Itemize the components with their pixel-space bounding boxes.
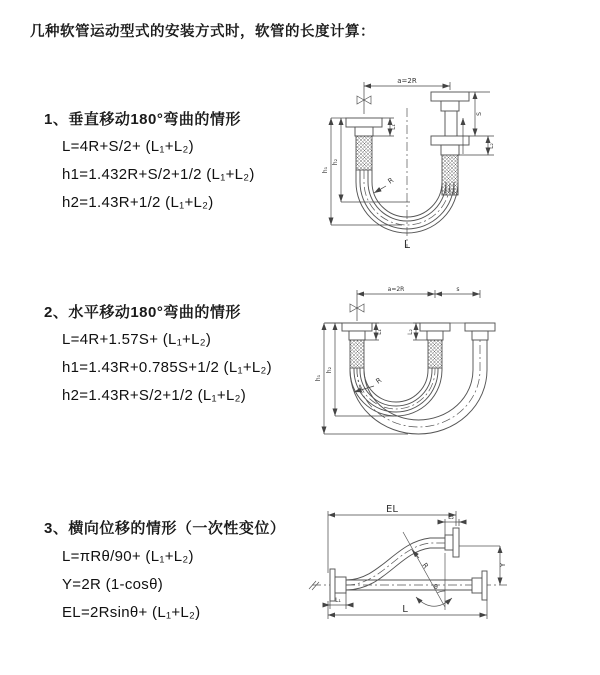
shifted-fitting (465, 323, 495, 340)
diagram-vertical-180-bend (298, 70, 558, 262)
diagram-lateral-displacement (300, 498, 585, 643)
diagram-horizontal-180-bend (298, 278, 570, 463)
section-2-heading: 2、水平移动180°弯曲的情形 (44, 304, 241, 321)
section-2-formula-h1: h1=1.43R+0.785S+1/2 (L₁+L₂) (62, 359, 272, 376)
dim-label-l1: L₁ (335, 597, 341, 604)
dim-label-s: S (476, 112, 483, 116)
right-fitting (472, 571, 487, 600)
dim-label-y: Y (499, 562, 507, 568)
left-fitting (342, 323, 372, 368)
dim-label-s: s (456, 286, 460, 293)
middle-fitting (420, 323, 450, 368)
page-title: 几种软管运动型式的安装方式时，软管的长度计算： (30, 24, 375, 40)
dim-label-l1: L₁ (376, 329, 383, 335)
dim-label-l2: L₂ (448, 514, 454, 521)
dim-label-h1: h₁ (315, 374, 322, 382)
upper-fitting (445, 528, 459, 557)
angle-label: θ (434, 584, 438, 591)
dim-label-a2r: a=2R (397, 77, 417, 85)
section-3-formula-EL: EL=2Rsinθ+ (L₁+L₂) (62, 604, 201, 621)
section-1-formula-L: L=4R+S/2+ (L₁+L₂) (62, 138, 194, 155)
hose-displaced-position (346, 538, 445, 590)
dim-label-h1: h₁ (322, 166, 329, 174)
radius-label: R (386, 176, 396, 186)
section-1-formula-h2: h2=1.43R+1/2 (L₁+L₂) (62, 194, 214, 211)
section-3-heading: 3、横向位移的情形（一次性变位） (44, 520, 286, 537)
section-2-formula-L: L=4R+1.57S+ (L₁+L₂) (62, 331, 212, 348)
dim-label-el: EL (386, 504, 398, 515)
section-3-formula-L: L=πRθ/90+ (L₁+L₂) (62, 548, 194, 565)
left-fitting (346, 118, 382, 170)
dim-label-h2: h₂ (326, 366, 333, 374)
dim-label-l1: L₁ (390, 124, 397, 130)
length-label: L (403, 238, 411, 251)
dim-label-a2r: a=2R (387, 286, 405, 293)
dim-label-h2: h₂ (332, 158, 339, 166)
dim-label-l2: L₂ (488, 143, 495, 149)
dim-label-l2: L₂ (407, 329, 414, 335)
section-3-formula-Y: Y=2R (1-cosθ) (62, 576, 164, 593)
section-1-formula-h1: h1=1.432R+S/2+1/2 (L₁+L₂) (62, 166, 255, 183)
dim-label-l: L (402, 604, 408, 615)
radius-label: R (374, 376, 384, 386)
section-1-heading: 1、垂直移动180°弯曲的情形 (44, 111, 241, 128)
radius-label: R (420, 561, 430, 571)
section-2-formula-h2: h2=1.43R+S/2+1/2 (L₁+L₂) (62, 387, 247, 404)
